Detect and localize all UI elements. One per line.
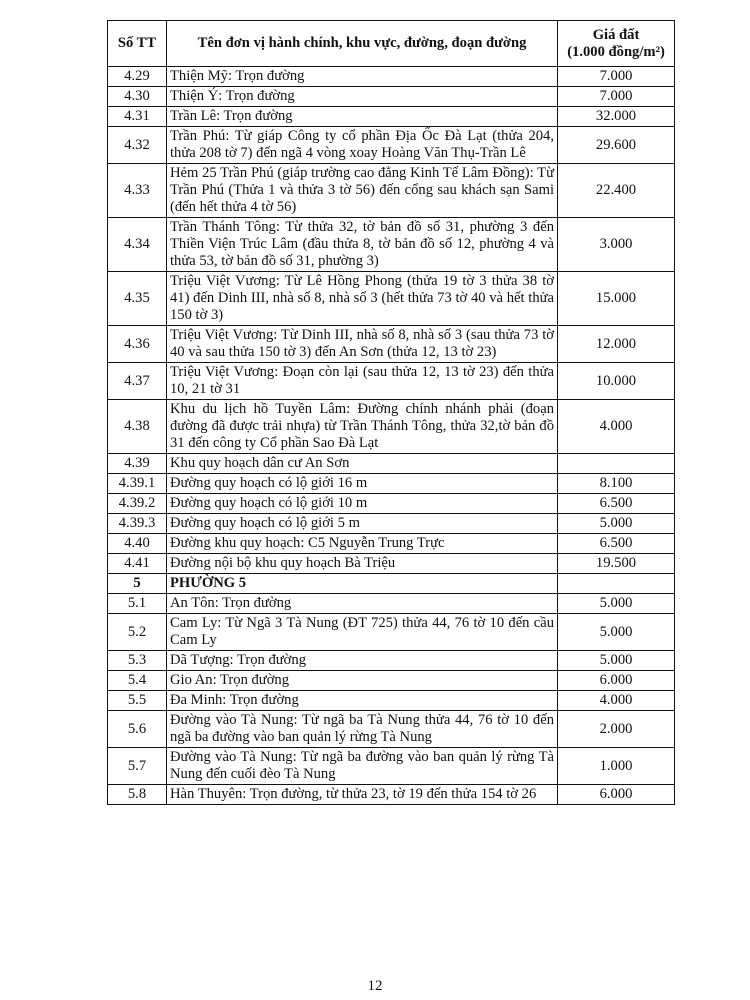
row-number: 5.2 xyxy=(108,614,167,651)
table-body xyxy=(108,67,675,805)
row-number: 5 xyxy=(108,574,167,594)
header-price xyxy=(558,21,675,67)
row-price: 4.000 xyxy=(558,691,675,711)
table-row xyxy=(108,87,675,107)
land-price-table xyxy=(107,20,675,805)
row-price: 5.000 xyxy=(558,514,675,534)
row-name: PHƯỜNG 5 xyxy=(167,574,558,594)
row-number: 4.31 xyxy=(108,107,167,127)
row-price: 5.000 xyxy=(558,651,675,671)
table-row xyxy=(108,711,675,748)
row-number: 4.39 xyxy=(108,454,167,474)
table-row xyxy=(108,218,675,272)
row-price: 12.000 xyxy=(558,326,675,363)
row-price: 6.000 xyxy=(558,785,675,805)
table-row xyxy=(108,651,675,671)
row-name: Trần Lê: Trọn đường xyxy=(167,107,558,127)
table-row xyxy=(108,748,675,785)
row-name: Hàn Thuyên: Trọn đường, từ thửa 23, tờ 19 đến thửa 154 tờ 26 xyxy=(167,785,558,805)
table-row xyxy=(108,785,675,805)
row-number: 4.40 xyxy=(108,534,167,554)
row-number: 4.39.2 xyxy=(108,494,167,514)
header-price-line1: Giá đất xyxy=(592,26,640,43)
row-number: 5.6 xyxy=(108,711,167,748)
row-price: 19.500 xyxy=(558,554,675,574)
page-number: 12 xyxy=(367,978,383,994)
row-number: 4.29 xyxy=(108,67,167,87)
table-row xyxy=(108,671,675,691)
row-price xyxy=(558,574,675,594)
header-number: Số TT xyxy=(108,21,167,67)
row-price: 5.000 xyxy=(558,594,675,614)
row-price: 4.000 xyxy=(558,400,675,454)
row-name: Triệu Việt Vương: Từ Lê Hồng Phong (thửa 19 tờ 3 thửa 38 tờ 41) đến Dinh III, nhà số 8, nhà số 3 (hết thửa 73 tờ 40 và hết thửa 150 tờ 3) xyxy=(167,272,558,326)
row-name: Đường vào Tà Nung: Từ ngã ba đường vào ban quản lý rừng Tà Nung đến cuối đèo Tà Nung xyxy=(167,748,558,785)
row-number: 5.3 xyxy=(108,651,167,671)
row-price: 6.500 xyxy=(558,534,675,554)
row-name: Đường vào Tà Nung: Từ ngã ba Tà Nung thửa 44, 76 tờ 10 đến ngã ba đường vào ban quản lý rừng Tà Nung xyxy=(167,711,558,748)
row-number: 4.34 xyxy=(108,218,167,272)
table-row xyxy=(108,574,675,594)
table-row xyxy=(108,272,675,326)
row-name: Thiện Mỹ: Trọn đường xyxy=(167,67,558,87)
row-name: Trần Phú: Từ giáp Công ty cổ phần Địa Ốc Đà Lạt (thửa 204, thửa 208 tờ 7) đến ngã 4 vòng xoay Hoàng Văn Thụ-Trần Lê xyxy=(167,127,558,164)
table-header-row xyxy=(108,21,675,67)
row-name: Khu quy hoạch dân cư An Sơn xyxy=(167,454,558,474)
row-name: Triệu Việt Vương: Từ Dinh III, nhà số 8, nhà số 3 (sau thửa 73 tờ 40 và sau thửa 150 tờ 3) đến An Sơn (thửa 12, 13 tờ 23) xyxy=(167,326,558,363)
row-price: 5.000 xyxy=(558,614,675,651)
row-name: Hẻm 25 Trần Phú (giáp trường cao đẳng Kinh Tế Lâm Đồng): Từ Trần Phú (Thửa 1 và thửa 3 tờ 56) đến cổng sau khách sạn Sami (đến hết thửa 4 tờ 56) xyxy=(167,164,558,218)
row-price: 3.000 xyxy=(558,218,675,272)
table-row xyxy=(108,363,675,400)
row-name: Đường khu quy hoạch: C5 Nguyễn Trung Trực xyxy=(167,534,558,554)
table-row xyxy=(108,107,675,127)
row-number: 4.35 xyxy=(108,272,167,326)
table-row xyxy=(108,127,675,164)
row-name: Trần Thánh Tông: Từ thửa 32, tờ bản đồ số 31, phường 3 đến Thiền Viện Trúc Lâm (đầu thửa 8, tờ bản đồ số 12, phường 4 và thửa 53, tờ bản đồ số 31, phường 3) xyxy=(167,218,558,272)
row-price: 8.100 xyxy=(558,474,675,494)
row-number: 4.38 xyxy=(108,400,167,454)
row-number: 4.37 xyxy=(108,363,167,400)
row-price: 32.000 xyxy=(558,107,675,127)
row-name: Đường quy hoạch có lộ giới 5 m xyxy=(167,514,558,534)
table-row xyxy=(108,554,675,574)
row-name: Cam Ly: Từ Ngã 3 Tà Nung (ĐT 725) thửa 44, 76 tờ 10 đến cầu Cam Ly xyxy=(167,614,558,651)
row-number: 4.39.1 xyxy=(108,474,167,494)
row-price: 7.000 xyxy=(558,87,675,107)
row-name: Thiện Ý: Trọn đường xyxy=(167,87,558,107)
row-number: 4.39.3 xyxy=(108,514,167,534)
row-price: 7.000 xyxy=(558,67,675,87)
row-price: 15.000 xyxy=(558,272,675,326)
row-name: Khu du lịch hồ Tuyền Lâm: Đường chính nhánh phải (đoạn đường đã được trải nhựa) từ Trần Thánh Tông, thửa 32,tờ bản đồ 31 đến công ty Cổ phần Sao Đà Lạt xyxy=(167,400,558,454)
row-number: 5.7 xyxy=(108,748,167,785)
row-name: Gio An: Trọn đường xyxy=(167,671,558,691)
row-number: 4.32 xyxy=(108,127,167,164)
row-name: An Tôn: Trọn đường xyxy=(167,594,558,614)
table-row xyxy=(108,594,675,614)
row-price: 1.000 xyxy=(558,748,675,785)
row-price: 2.000 xyxy=(558,711,675,748)
table-row xyxy=(108,614,675,651)
row-name: Đa Minh: Trọn đường xyxy=(167,691,558,711)
row-number: 4.41 xyxy=(108,554,167,574)
header-price-line2: (1.000 đồng/m²) xyxy=(567,43,665,60)
row-number: 4.30 xyxy=(108,87,167,107)
row-name: Triệu Việt Vương: Đoạn còn lại (sau thửa 12, 13 tờ 23) đến thửa 10, 21 tờ 31 xyxy=(167,363,558,400)
row-price xyxy=(558,454,675,474)
table-row xyxy=(108,67,675,87)
row-number: 5.8 xyxy=(108,785,167,805)
table-row xyxy=(108,691,675,711)
table-row xyxy=(108,514,675,534)
row-number: 5.1 xyxy=(108,594,167,614)
row-name: Dã Tượng: Trọn đường xyxy=(167,651,558,671)
row-name: Đường quy hoạch có lộ giới 16 m xyxy=(167,474,558,494)
row-name: Đường quy hoạch có lộ giới 10 m xyxy=(167,494,558,514)
row-price: 6.500 xyxy=(558,494,675,514)
row-number: 5.4 xyxy=(108,671,167,691)
table-row xyxy=(108,474,675,494)
row-number: 5.5 xyxy=(108,691,167,711)
row-number: 4.36 xyxy=(108,326,167,363)
table-row xyxy=(108,534,675,554)
table-row xyxy=(108,400,675,454)
row-price: 22.400 xyxy=(558,164,675,218)
table-row xyxy=(108,326,675,363)
row-number: 4.33 xyxy=(108,164,167,218)
row-name: Đường nội bộ khu quy hoạch Bà Triệu xyxy=(167,554,558,574)
table-row xyxy=(108,454,675,474)
table-row xyxy=(108,164,675,218)
table-row xyxy=(108,494,675,514)
row-price: 6.000 xyxy=(558,671,675,691)
row-price: 10.000 xyxy=(558,363,675,400)
header-name: Tên đơn vị hành chính, khu vực, đường, đoạn đường xyxy=(167,21,558,67)
row-price: 29.600 xyxy=(558,127,675,164)
